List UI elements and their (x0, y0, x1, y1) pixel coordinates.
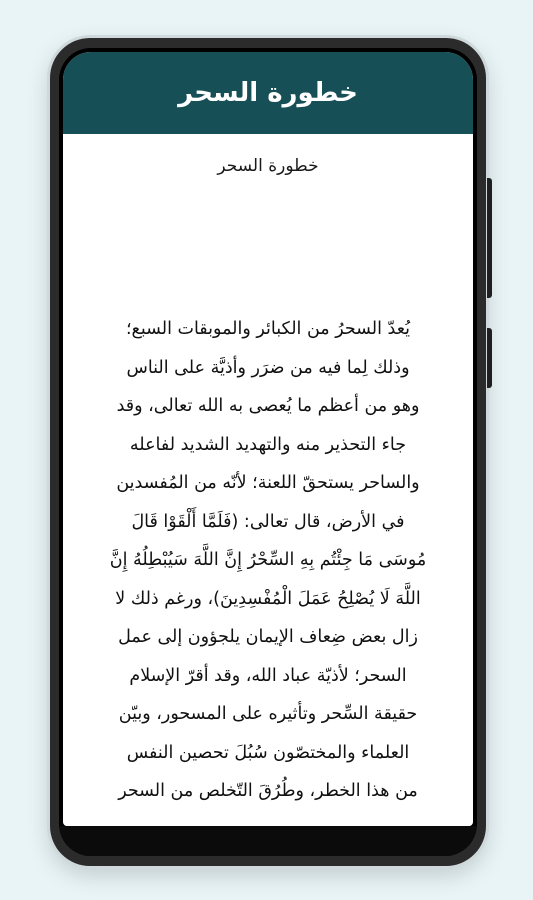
app-window (63, 52, 473, 826)
article-content[interactable] (63, 134, 473, 811)
article-title: خطورة السحر (217, 156, 319, 176)
body-line: مُوسَى مَا جِئْتُم بِهِ السِّحْرُ إِنَّ اللَّهَ سَيُبْطِلُهُ إِنَّ (109, 550, 427, 570)
app-bar (63, 52, 473, 134)
phone-frame (50, 38, 486, 866)
body-line: وهو من أعظم ما يُعصى به الله تعالى، وقد (116, 396, 420, 416)
body-line: وذلك لِما فيه من ضرَر وأذيَّة على الناس (126, 357, 410, 378)
volume-button (487, 178, 492, 298)
power-button (487, 328, 492, 388)
body-line: العلماء والمختصّون سُبُلَ تحصين النفس (126, 742, 410, 763)
body-line: في الأرض، قال تعالى: (فَلَمَّا أَلْقَوْا قَالَ (131, 511, 405, 532)
body-line: جاء التحذير منه والتهديد الشديد لفاعله (129, 434, 407, 455)
system-nav-bar (59, 826, 477, 856)
body-line: والساحر يستحقّ اللعنة؛ لأنّه من المُفسدين (116, 473, 420, 493)
body-line: اللَّهَ لَا يُصْلِحُ عَمَلَ الْمُفْسِدِينَ)، ورغم ذلك لا (115, 588, 421, 609)
app-bar-title: خطورة السحر (178, 78, 358, 108)
article-body (85, 310, 451, 811)
body-line: من هذا الخطر، وطُرُقَ التّخلص من السحر (118, 781, 418, 801)
body-line: حقيقة السِّحر وتأثيره على المسحور، وبيّن (118, 704, 418, 724)
content-spacer (85, 180, 451, 310)
phone-screen (59, 48, 477, 856)
body-line: يُعدّ السحرُ من الكبائر والموبقات السبع؛ (125, 319, 411, 339)
body-line: السحر؛ لأذيّة عباد الله، وقد أقرّ الإسلام (129, 665, 407, 686)
body-line: زال بعض ضِعاف الإيمان يلجؤون إلى عمل (118, 627, 418, 647)
